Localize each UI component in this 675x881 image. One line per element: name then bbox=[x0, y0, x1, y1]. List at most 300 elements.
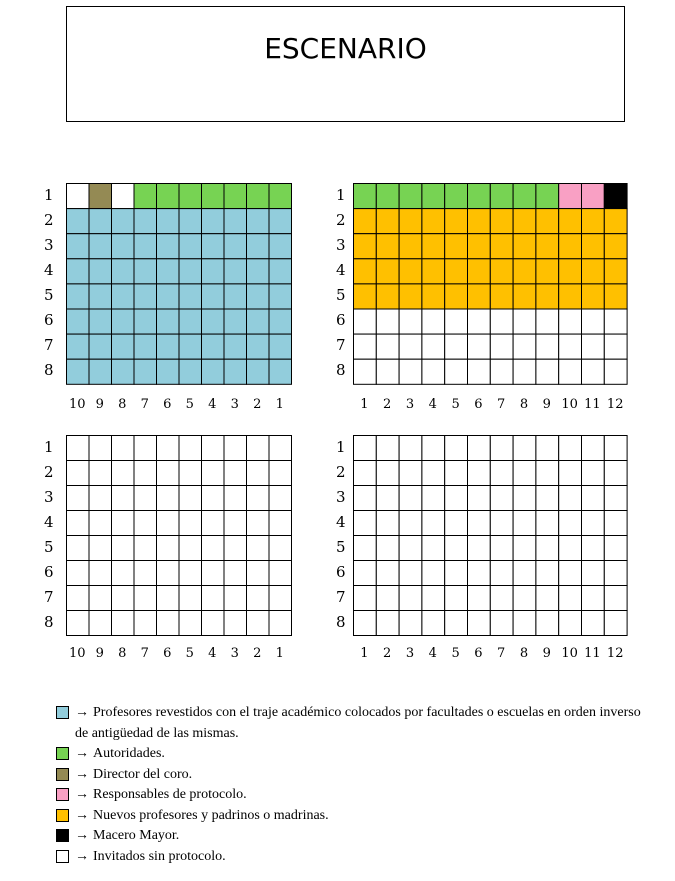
col-label: 2 bbox=[253, 646, 262, 661]
col-label: 9 bbox=[542, 646, 551, 661]
seat-cell-white bbox=[604, 536, 627, 561]
seat-cell-green bbox=[513, 184, 536, 209]
legend-swatch-orange bbox=[56, 809, 69, 822]
seat-cell-white bbox=[536, 461, 559, 486]
row-label: 7 bbox=[336, 336, 346, 355]
seat-cell-white bbox=[67, 536, 90, 561]
seat-cell-blue bbox=[157, 309, 180, 334]
seat-cell-white bbox=[422, 486, 445, 511]
seat-cell-white bbox=[224, 436, 247, 461]
seat-cell-blue bbox=[112, 284, 135, 309]
seat-cell-white bbox=[376, 586, 399, 611]
seat-cell-white bbox=[247, 486, 270, 511]
seat-cell-green bbox=[354, 184, 377, 209]
seat-cell-white bbox=[134, 536, 157, 561]
seat-cell-blue bbox=[134, 334, 157, 359]
seat-cell-white bbox=[604, 611, 627, 636]
seat-cell-white bbox=[490, 436, 513, 461]
seat-cell-white bbox=[247, 611, 270, 636]
seat-cell-white bbox=[582, 461, 605, 486]
seat-cell-white bbox=[89, 561, 112, 586]
seat-cell-white bbox=[490, 309, 513, 334]
row-label: 4 bbox=[44, 512, 54, 531]
col-label: 6 bbox=[163, 397, 172, 412]
seat-cell-white bbox=[202, 461, 225, 486]
stage-title: ESCENARIO bbox=[264, 31, 427, 65]
seat-cell-white bbox=[445, 309, 468, 334]
seat-cell-white bbox=[157, 536, 180, 561]
seat-cell-white bbox=[247, 561, 270, 586]
seat-cell-blue bbox=[67, 209, 90, 234]
seat-cell-white bbox=[112, 586, 135, 611]
row-label: 8 bbox=[44, 361, 54, 380]
seat-cell-blue bbox=[224, 259, 247, 284]
seat-cell-white bbox=[354, 486, 377, 511]
seat-cell-blue bbox=[179, 209, 202, 234]
seat-cell-white bbox=[269, 586, 292, 611]
seat-cell-white bbox=[582, 436, 605, 461]
seat-cell-white bbox=[582, 334, 605, 359]
seat-cell-orange bbox=[559, 284, 582, 309]
seat-cell-white bbox=[247, 436, 270, 461]
seat-cell-orange bbox=[468, 284, 491, 309]
seat-cell-blue bbox=[202, 234, 225, 259]
seat-cell-white bbox=[559, 561, 582, 586]
legend-item bbox=[56, 826, 646, 847]
legend-item bbox=[56, 785, 646, 806]
col-label: 8 bbox=[118, 646, 127, 661]
legend-text: Director del coro. bbox=[93, 766, 193, 782]
seat-cell-blue bbox=[269, 334, 292, 359]
seat-cell-white bbox=[490, 334, 513, 359]
seat-cell-blue bbox=[134, 284, 157, 309]
row-label: 1 bbox=[336, 185, 346, 204]
stage-box bbox=[66, 6, 625, 122]
seat-cell-green bbox=[247, 184, 270, 209]
seat-cell-blue bbox=[89, 209, 112, 234]
seat-cell-white bbox=[354, 586, 377, 611]
seat-cell-orange bbox=[559, 234, 582, 259]
seat-cell-white bbox=[112, 461, 135, 486]
seat-cell-blue bbox=[134, 209, 157, 234]
col-label: 11 bbox=[584, 397, 601, 412]
seat-cell-white bbox=[67, 611, 90, 636]
seating-grid-bottom-left bbox=[66, 435, 292, 636]
col-label: 6 bbox=[163, 646, 172, 661]
seat-cell-white bbox=[468, 536, 491, 561]
seat-cell-blue bbox=[269, 259, 292, 284]
seat-cell-white bbox=[422, 586, 445, 611]
seat-cell-orange bbox=[376, 284, 399, 309]
seat-cell-blue bbox=[224, 209, 247, 234]
seat-cell-white bbox=[536, 536, 559, 561]
seat-cell-white bbox=[422, 561, 445, 586]
seat-cell-white bbox=[559, 359, 582, 384]
row-label: 1 bbox=[44, 185, 54, 204]
arrow-icon: → bbox=[75, 705, 89, 720]
row-label: 8 bbox=[44, 612, 54, 631]
seat-cell-orange bbox=[399, 284, 422, 309]
col-label: 1 bbox=[360, 397, 369, 412]
seat-cell-white bbox=[468, 436, 491, 461]
row-label: 7 bbox=[44, 336, 54, 355]
seat-cell-white bbox=[513, 359, 536, 384]
seat-cell-blue bbox=[134, 234, 157, 259]
seat-cell-white bbox=[513, 586, 536, 611]
seat-cell-blue bbox=[67, 309, 90, 334]
seat-cell-orange bbox=[354, 259, 377, 284]
seat-cell-white bbox=[179, 511, 202, 536]
col-label: 8 bbox=[118, 397, 127, 412]
row-label: 3 bbox=[44, 487, 54, 506]
seat-cell-white bbox=[89, 461, 112, 486]
seat-cell-white bbox=[604, 486, 627, 511]
col-label: 12 bbox=[606, 397, 624, 412]
seat-cell-white bbox=[134, 461, 157, 486]
seat-cell-white bbox=[559, 586, 582, 611]
seat-cell-white bbox=[536, 511, 559, 536]
seat-cell-orange bbox=[445, 209, 468, 234]
seat-cell-white bbox=[445, 586, 468, 611]
seat-cell-blue bbox=[269, 359, 292, 384]
seat-cell-white bbox=[269, 486, 292, 511]
seat-cell-orange bbox=[490, 209, 513, 234]
seat-cell-white bbox=[445, 359, 468, 384]
arrow-icon: → bbox=[75, 787, 89, 802]
seat-cell-blue bbox=[89, 359, 112, 384]
seat-cell-white bbox=[513, 611, 536, 636]
col-label: 7 bbox=[140, 397, 149, 412]
legend-swatch-black bbox=[56, 829, 69, 842]
seat-cell-white bbox=[202, 436, 225, 461]
seat-cell-white bbox=[179, 536, 202, 561]
seat-cell-white bbox=[445, 511, 468, 536]
seat-cell-blue bbox=[269, 234, 292, 259]
seat-cell-white bbox=[536, 561, 559, 586]
seat-cell-orange bbox=[445, 259, 468, 284]
seat-cell-white bbox=[247, 536, 270, 561]
seat-cell-blue bbox=[179, 334, 202, 359]
seat-cell-black bbox=[604, 184, 627, 209]
seat-cell-orange bbox=[445, 284, 468, 309]
seat-cell-green bbox=[269, 184, 292, 209]
seat-cell-white bbox=[490, 461, 513, 486]
seat-cell-white bbox=[559, 461, 582, 486]
seat-cell-orange bbox=[604, 284, 627, 309]
seat-cell-white bbox=[354, 511, 377, 536]
seat-cell-white bbox=[490, 359, 513, 384]
seat-cell-white bbox=[202, 611, 225, 636]
seat-cell-blue bbox=[112, 359, 135, 384]
seat-cell-white bbox=[202, 511, 225, 536]
seat-cell-white bbox=[559, 436, 582, 461]
seat-cell-white bbox=[67, 511, 90, 536]
row-label: 6 bbox=[44, 311, 54, 330]
seat-cell-white bbox=[354, 359, 377, 384]
seat-cell-white bbox=[112, 611, 135, 636]
seat-cell-blue bbox=[202, 259, 225, 284]
seat-cell-orange bbox=[604, 259, 627, 284]
seat-cell-white bbox=[490, 561, 513, 586]
seat-cell-white bbox=[354, 611, 377, 636]
seat-cell-white bbox=[224, 536, 247, 561]
seat-cell-blue bbox=[134, 309, 157, 334]
seat-cell-white bbox=[224, 511, 247, 536]
seat-cell-blue bbox=[157, 284, 180, 309]
seat-cell-white bbox=[67, 561, 90, 586]
seat-cell-green bbox=[490, 184, 513, 209]
seat-cell-white bbox=[536, 611, 559, 636]
seat-cell-white bbox=[468, 511, 491, 536]
col-label: 7 bbox=[497, 646, 506, 661]
seat-cell-white bbox=[376, 611, 399, 636]
grid-svg bbox=[353, 435, 628, 636]
seat-cell-white bbox=[134, 486, 157, 511]
seat-cell-white bbox=[399, 586, 422, 611]
seat-cell-white bbox=[422, 359, 445, 384]
seat-cell-white bbox=[536, 359, 559, 384]
seat-cell-white bbox=[422, 511, 445, 536]
seat-cell-white bbox=[468, 561, 491, 586]
seat-cell-blue bbox=[224, 334, 247, 359]
seat-cell-blue bbox=[202, 309, 225, 334]
seat-cell-white bbox=[376, 461, 399, 486]
seat-cell-blue bbox=[247, 234, 270, 259]
seat-cell-pink bbox=[559, 184, 582, 209]
seat-cell-blue bbox=[247, 209, 270, 234]
col-label: 10 bbox=[68, 397, 86, 412]
seat-cell-white bbox=[604, 561, 627, 586]
seat-cell-blue bbox=[247, 359, 270, 384]
seat-cell-white bbox=[89, 536, 112, 561]
seat-cell-green bbox=[422, 184, 445, 209]
seat-cell-blue bbox=[269, 309, 292, 334]
seat-cell-white bbox=[224, 461, 247, 486]
legend-text: Macero Mayor. bbox=[93, 828, 180, 843]
seat-cell-orange bbox=[536, 209, 559, 234]
seat-cell-white bbox=[179, 611, 202, 636]
row-label: 6 bbox=[336, 562, 346, 581]
seat-cell-white bbox=[112, 184, 135, 209]
grid-svg bbox=[353, 183, 628, 385]
seat-cell-white bbox=[399, 436, 422, 461]
col-label: 4 bbox=[208, 397, 217, 412]
seating-grid-bottom-right bbox=[353, 435, 628, 636]
col-label: 6 bbox=[474, 397, 483, 412]
seat-cell-orange bbox=[422, 209, 445, 234]
seat-cell-white bbox=[513, 511, 536, 536]
seat-cell-blue bbox=[157, 334, 180, 359]
seat-cell-blue bbox=[112, 259, 135, 284]
seat-cell-white bbox=[157, 436, 180, 461]
seat-cell-orange bbox=[559, 259, 582, 284]
seat-cell-white bbox=[582, 561, 605, 586]
col-label: 10 bbox=[68, 646, 86, 661]
seat-cell-white bbox=[376, 561, 399, 586]
grid-svg bbox=[66, 183, 292, 385]
seat-cell-white bbox=[536, 586, 559, 611]
row-label: 8 bbox=[336, 361, 346, 380]
col-label: 9 bbox=[95, 646, 104, 661]
seat-cell-blue bbox=[224, 309, 247, 334]
seat-cell-white bbox=[513, 461, 536, 486]
seat-cell-orange bbox=[354, 234, 377, 259]
row-label: 3 bbox=[44, 235, 54, 254]
seat-cell-green bbox=[134, 184, 157, 209]
seat-cell-orange bbox=[468, 209, 491, 234]
seat-cell-white bbox=[490, 536, 513, 561]
seat-cell-green bbox=[224, 184, 247, 209]
seat-cell-blue bbox=[67, 234, 90, 259]
seat-cell-blue bbox=[89, 309, 112, 334]
legend-text: Invitados sin protocolo. bbox=[93, 848, 226, 864]
seat-cell-white bbox=[224, 586, 247, 611]
seat-cell-white bbox=[559, 536, 582, 561]
seat-cell-white bbox=[157, 586, 180, 611]
seat-cell-orange bbox=[376, 209, 399, 234]
seat-cell-orange bbox=[490, 234, 513, 259]
seat-cell-blue bbox=[269, 209, 292, 234]
col-label: 3 bbox=[230, 646, 239, 661]
seat-cell-white bbox=[89, 611, 112, 636]
seat-cell-orange bbox=[490, 259, 513, 284]
seat-cell-white bbox=[376, 536, 399, 561]
seat-cell-green bbox=[468, 184, 491, 209]
grid-svg bbox=[66, 435, 292, 636]
seat-cell-green bbox=[376, 184, 399, 209]
col-label: 3 bbox=[405, 397, 415, 412]
seat-cell-green bbox=[399, 184, 422, 209]
seat-cell-blue bbox=[179, 309, 202, 334]
seat-cell-blue bbox=[134, 259, 157, 284]
seat-cell-olive bbox=[89, 184, 112, 209]
seat-cell-white bbox=[513, 561, 536, 586]
seat-cell-blue bbox=[67, 284, 90, 309]
seat-cell-white bbox=[559, 486, 582, 511]
row-label: 1 bbox=[336, 437, 346, 456]
seat-cell-white bbox=[445, 461, 468, 486]
seat-cell-orange bbox=[513, 234, 536, 259]
seat-cell-orange bbox=[513, 209, 536, 234]
seat-cell-white bbox=[354, 461, 377, 486]
seat-cell-white bbox=[134, 561, 157, 586]
col-label: 9 bbox=[542, 397, 551, 412]
row-label: 2 bbox=[44, 210, 54, 229]
seat-cell-white bbox=[89, 436, 112, 461]
seat-cell-white bbox=[422, 309, 445, 334]
seat-cell-orange bbox=[422, 259, 445, 284]
seat-cell-white bbox=[399, 611, 422, 636]
seat-cell-white bbox=[536, 436, 559, 461]
seat-cell-white bbox=[179, 436, 202, 461]
seat-cell-blue bbox=[224, 234, 247, 259]
seat-cell-white bbox=[445, 334, 468, 359]
legend-item bbox=[56, 806, 646, 827]
seat-cell-white bbox=[490, 611, 513, 636]
row-label: 7 bbox=[44, 587, 54, 606]
seat-cell-orange bbox=[399, 234, 422, 259]
legend-item bbox=[56, 765, 646, 786]
seat-cell-white bbox=[179, 586, 202, 611]
seat-cell-white bbox=[468, 461, 491, 486]
seat-cell-white bbox=[112, 436, 135, 461]
seat-cell-green bbox=[157, 184, 180, 209]
seat-cell-white bbox=[604, 436, 627, 461]
seat-cell-white bbox=[179, 461, 202, 486]
row-label: 4 bbox=[44, 260, 54, 279]
seat-cell-white bbox=[157, 486, 180, 511]
col-label: 9 bbox=[95, 397, 104, 412]
seat-cell-white bbox=[112, 511, 135, 536]
seat-cell-white bbox=[247, 461, 270, 486]
seat-cell-white bbox=[582, 536, 605, 561]
legend-text: Nuevos profesores y padrinos o madrinas. bbox=[93, 807, 329, 823]
seat-cell-white bbox=[269, 461, 292, 486]
seat-cell-orange bbox=[422, 234, 445, 259]
legend-text: Autoridades. bbox=[93, 746, 165, 761]
seat-cell-white bbox=[582, 359, 605, 384]
seat-cell-white bbox=[582, 586, 605, 611]
legend-swatch-olive bbox=[56, 768, 69, 781]
seat-cell-blue bbox=[112, 309, 135, 334]
seat-cell-white bbox=[604, 359, 627, 384]
seat-cell-white bbox=[604, 461, 627, 486]
seat-cell-blue bbox=[157, 359, 180, 384]
row-label: 2 bbox=[336, 462, 346, 481]
seat-cell-orange bbox=[445, 234, 468, 259]
seat-cell-white bbox=[354, 536, 377, 561]
col-label: 5 bbox=[451, 646, 460, 661]
seat-cell-green bbox=[179, 184, 202, 209]
col-label: 5 bbox=[451, 397, 460, 412]
seat-cell-white bbox=[399, 536, 422, 561]
legend-swatch-white bbox=[56, 850, 69, 863]
seat-cell-blue bbox=[67, 259, 90, 284]
row-label: 3 bbox=[336, 487, 346, 506]
seat-cell-white bbox=[468, 309, 491, 334]
seat-cell-white bbox=[67, 486, 90, 511]
row-label: 3 bbox=[336, 235, 346, 254]
seat-cell-orange bbox=[604, 209, 627, 234]
seat-cell-white bbox=[134, 611, 157, 636]
seat-cell-white bbox=[445, 561, 468, 586]
arrow-icon: → bbox=[75, 766, 89, 782]
row-label: 6 bbox=[44, 562, 54, 581]
seat-cell-white bbox=[224, 561, 247, 586]
seat-cell-white bbox=[89, 511, 112, 536]
seat-cell-blue bbox=[157, 234, 180, 259]
seat-cell-orange bbox=[582, 209, 605, 234]
seat-cell-white bbox=[376, 511, 399, 536]
legend-item bbox=[56, 847, 646, 868]
seat-cell-white bbox=[513, 486, 536, 511]
seat-cell-white bbox=[582, 486, 605, 511]
col-label: 10 bbox=[561, 646, 578, 661]
seat-cell-white bbox=[559, 611, 582, 636]
col-label: 4 bbox=[428, 397, 437, 412]
seat-cell-white bbox=[202, 561, 225, 586]
col-label: 10 bbox=[561, 397, 578, 412]
seat-cell-white bbox=[468, 334, 491, 359]
seat-cell-blue bbox=[67, 334, 90, 359]
seat-cell-blue bbox=[179, 259, 202, 284]
seat-cell-orange bbox=[582, 234, 605, 259]
seat-cell-white bbox=[490, 511, 513, 536]
seat-cell-white bbox=[399, 486, 422, 511]
row-label: 7 bbox=[336, 587, 346, 606]
seat-cell-white bbox=[399, 334, 422, 359]
seat-cell-white bbox=[354, 334, 377, 359]
